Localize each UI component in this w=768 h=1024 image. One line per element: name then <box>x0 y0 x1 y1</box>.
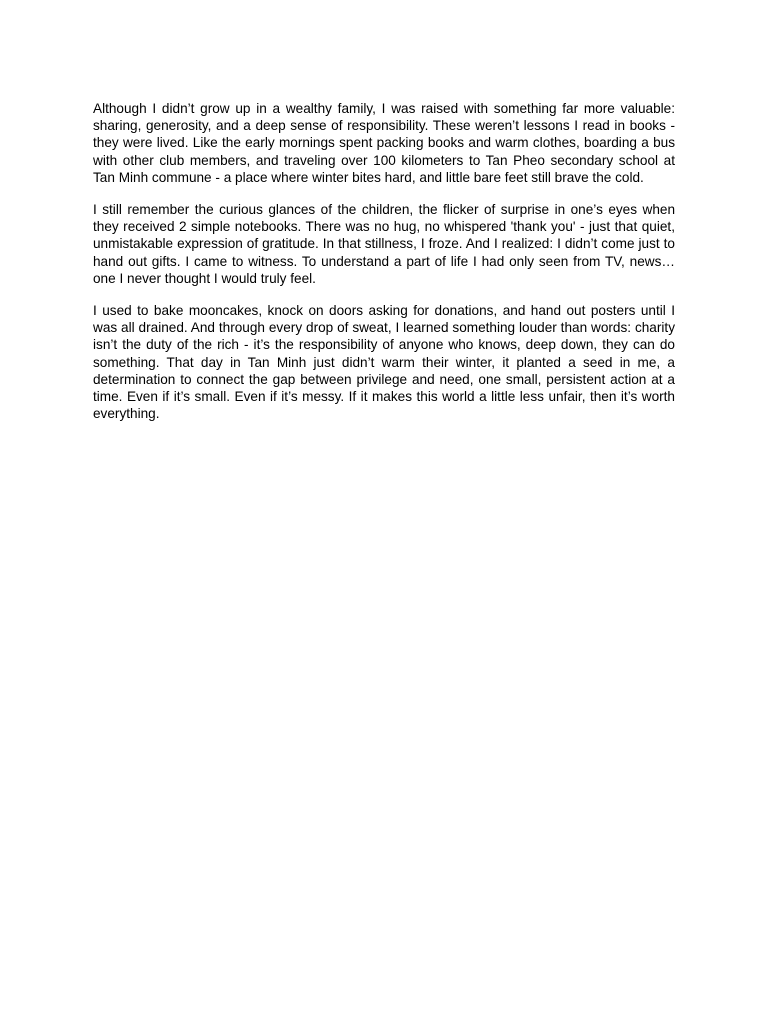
paragraph: I still remember the curious glances of the children, the flicker of surprise in one’s eyes when they received 2 simple notebooks. There was no hug, no whispered 'thank you' - just that quiet, unmistakable expression of gratitude. In that stillness, I froze. And I realized: I didn’t come just to hand out gifts. I came to witness. To understand a part of life I had only seen from TV, news… one I never thought I would truly feel. <box>93 202 675 286</box>
document-body <box>93 100 675 437</box>
paragraph: Although I didn’t grow up in a wealthy family, I was raised with something far more valuable: sharing, generosity, and a deep sense of responsibility. These weren’t lessons I read in books - they were lived. Like the early mornings spent packing books and warm clothes, boarding a bus with other club members, and traveling over 100 kilometers to Tan Pheo secondary school at Tan Minh commune - a place where winter bites hard, and little bare feet still brave the cold. <box>93 101 675 185</box>
paragraph: I used to bake mooncakes, knock on doors asking for donations, and hand out posters until I was all drained. And through every drop of sweat, I learned something louder than words: charity isn’t the duty of the rich - it’s the responsibility of anyone who knows, deep down, they can do something. That day in Tan Minh just didn’t warm their winter, it planted a seed in me, a determination to connect the gap between privilege and need, one small, persistent action at a time. Even if it’s small. Even if it’s messy. If it makes this world a little less unfair, then it’s worth everything. <box>93 303 675 422</box>
